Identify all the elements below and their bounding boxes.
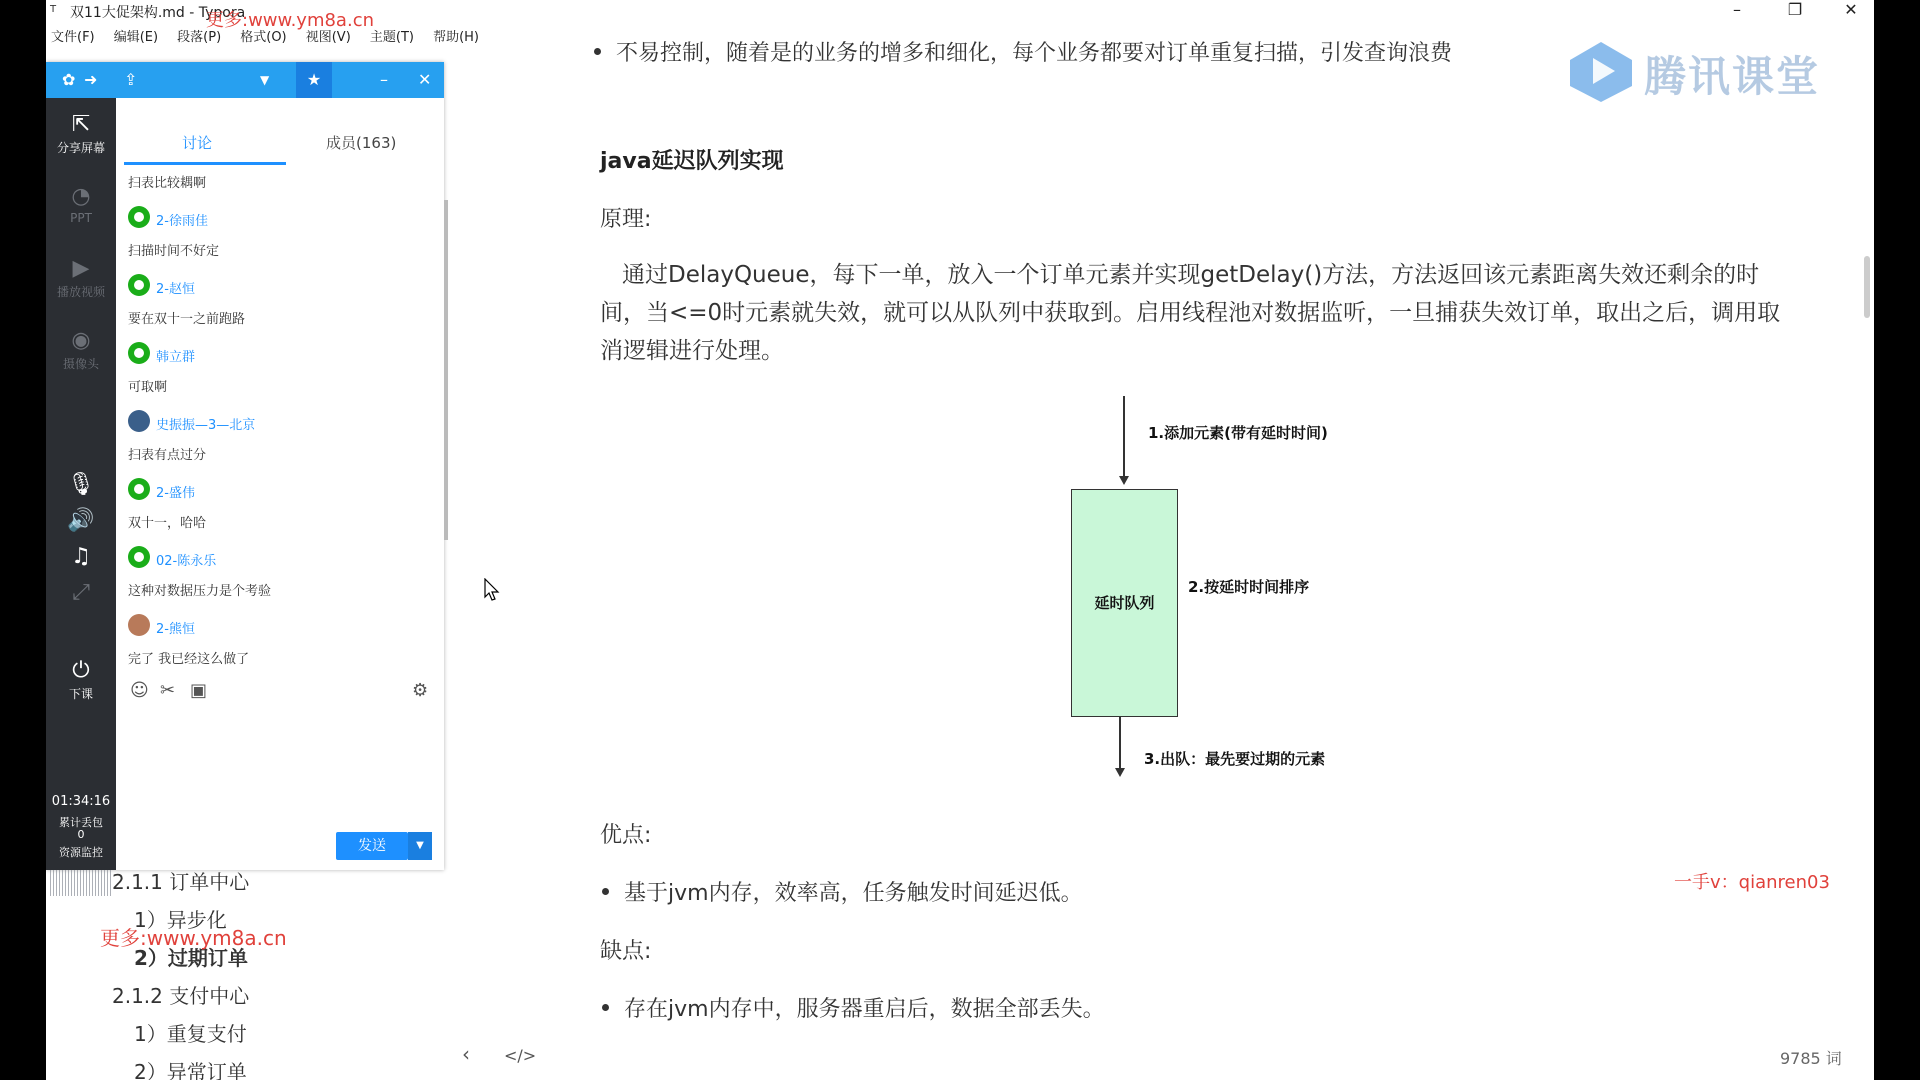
menu-file[interactable]: 文件(F)	[51, 30, 95, 45]
tab-members[interactable]: 成员(163)	[326, 134, 397, 152]
fullscreen-icon: ⤢	[72, 580, 90, 605]
diagram-out-arrow	[1115, 768, 1125, 777]
menu-paragraph[interactable]: 段落(P)	[177, 30, 222, 45]
camera-button[interactable]: ◉ 摄像头	[46, 328, 116, 372]
audio-level-wave	[50, 870, 112, 896]
scissors-icon[interactable]: ✂	[160, 680, 176, 701]
classroom-chat-panel	[46, 62, 444, 870]
watermark-right: 一手v：qianren03	[1674, 872, 1830, 893]
close-icon[interactable]: ✕	[1844, 0, 1858, 19]
message-text: 可取啊	[128, 380, 168, 395]
mouse-cursor-icon	[484, 578, 500, 602]
chat-sidebar	[46, 98, 116, 870]
message-text: 扫描时间不好定	[128, 244, 220, 259]
music-button[interactable]	[46, 544, 116, 571]
menu-view[interactable]: 视图(V)	[305, 30, 351, 45]
document-body	[476, 0, 1836, 1080]
ppt-icon: ◔	[71, 184, 91, 209]
end-class-button[interactable]: ⏻ 下课	[46, 658, 116, 702]
pin-icon[interactable]: ★	[296, 62, 332, 98]
menu-format[interactable]: 格式(O)	[240, 30, 287, 45]
class-timer: 01:34:16	[51, 794, 111, 809]
play-video-button[interactable]: ▶ 播放视频	[46, 256, 116, 300]
share-out-icon[interactable]: ⇪	[124, 70, 138, 89]
outline-pay-center[interactable]: 2.1.2 支付中心	[112, 984, 250, 1008]
message-author[interactable]: 韩立群	[156, 350, 196, 365]
diagram-in-line	[1123, 396, 1125, 478]
diagram-label-add: 1.添加元素(带有延时时间)	[1148, 424, 1328, 442]
typora-app-icon: T	[50, 4, 57, 15]
back-icon[interactable]: ‹	[462, 1042, 470, 1066]
avatar[interactable]	[128, 546, 150, 568]
source-code-icon[interactable]: </>	[504, 1046, 537, 1065]
avatar[interactable]	[128, 478, 150, 500]
message-text: 要在双十一之前跑路	[128, 312, 246, 327]
message-author[interactable]: 史振振—3—北京	[156, 418, 256, 433]
diagram-in-arrow	[1119, 476, 1129, 485]
document-scrollbar[interactable]	[1864, 256, 1870, 318]
message-text: 这种对数据压力是个考验	[128, 584, 272, 599]
video-icon: ▶	[72, 256, 90, 281]
send-options-chevron-icon[interactable]: ▼	[408, 832, 432, 860]
speaker-icon: 🔊	[67, 508, 95, 533]
avatar[interactable]	[128, 206, 150, 228]
ppt-button[interactable]: ◔ PPT	[46, 184, 116, 225]
chat-input-tools	[130, 680, 440, 710]
chat-toolbar	[46, 62, 444, 98]
principle-label: 原理:	[600, 207, 652, 232]
emoji-icon[interactable]: ☺	[130, 680, 149, 701]
word-count[interactable]: 9785 词	[1780, 1049, 1842, 1068]
avatar[interactable]	[128, 342, 150, 364]
tab-active-indicator	[124, 162, 286, 165]
music-icon: ♫	[71, 544, 91, 569]
cons-label: 缺点:	[600, 939, 652, 964]
watermark-mid: 更多:www.ym8a.cn	[100, 926, 287, 950]
camera-icon: ◉	[71, 328, 91, 353]
panel-close-icon[interactable]: ✕	[418, 70, 432, 89]
message-author[interactable]: 2-熊恒	[156, 622, 195, 637]
packet-loss-label: 累计丢包	[59, 816, 103, 829]
settings-mini-icon[interactable]: ✿	[62, 70, 76, 89]
restore-icon[interactable]: ❐	[1787, 0, 1803, 19]
window-title: 双11大促架构.md - Typora	[70, 5, 246, 21]
avatar[interactable]	[128, 614, 150, 636]
principle-text: 通过DelayQueue，每下一单，放入一个订单元素并实现getDelay()方法，方法返回该元素距离失效还剩余的时间，当<=0时元素就失效，就可以从队列中获取到。启用线程池对数据监听，一旦捕获失效订单，取出之后，调用取消逻辑进行处理。	[600, 262, 1781, 364]
message-author[interactable]: 2-赵恒	[156, 282, 195, 297]
section-heading: java延迟队列实现	[600, 149, 784, 174]
outline-async[interactable]: 1）异步化	[134, 908, 227, 932]
menu-edit[interactable]: 编辑(E)	[113, 30, 159, 45]
power-icon: ⏻	[72, 658, 90, 683]
message-author[interactable]: 2-盛伟	[156, 486, 195, 501]
fullscreen-button[interactable]	[46, 580, 116, 607]
diagram-label-out: 3.出队：最先要过期的元素	[1144, 750, 1326, 768]
dropdown-icon[interactable]: ▼	[260, 73, 270, 87]
share-screen-icon: ⇱	[71, 112, 91, 137]
minimize-icon[interactable]: –	[1733, 0, 1741, 19]
message-author[interactable]: 2-徐雨佳	[156, 214, 208, 229]
brand-name: 腾讯课堂	[1644, 52, 1821, 101]
pros-item: 基于jvm内存，效率高，任务触发时间延迟低。	[624, 876, 1083, 907]
message-text: 扫表比较耦啊	[128, 176, 207, 191]
delay-queue-diagram	[976, 390, 1328, 790]
message-text: 扫表有点过分	[128, 448, 207, 463]
chat-scrollbar[interactable]	[444, 200, 448, 540]
tencent-play-icon	[1566, 38, 1636, 104]
panel-minimize-icon[interactable]: –	[380, 70, 388, 89]
share-screen-button[interactable]: ⇱ 分享屏幕	[46, 112, 116, 156]
forward-icon[interactable]: ➜	[84, 70, 98, 89]
diagram-out-line	[1119, 717, 1121, 769]
outline-dup-pay[interactable]: 1）重复支付	[134, 1022, 247, 1046]
gear-icon[interactable]: ⚙	[412, 680, 429, 701]
message-text: 完了 我已经这么做了	[128, 652, 250, 667]
message-text: 双十一，哈哈	[128, 516, 207, 531]
cons-item: 存在jvm内存中，服务器重启后，数据全部丢失。	[624, 992, 1105, 1023]
diagram-box-label: 延时队列	[1094, 594, 1155, 612]
diagram-label-sort: 2.按延时时间排序	[1188, 578, 1310, 596]
pros-label: 优点:	[600, 823, 652, 848]
speaker-button[interactable]	[46, 508, 116, 535]
tab-discussion[interactable]: 讨论	[182, 134, 213, 152]
mic-button[interactable]	[46, 472, 116, 499]
chat-message-list	[128, 168, 428, 728]
microphone-icon: 🎙	[67, 472, 95, 497]
tencent-classroom-logo	[1566, 38, 1826, 108]
outline-abnormal[interactable]: 2）异常订单	[134, 1060, 247, 1080]
watermark-top: 更多:www.ym8a.cn	[206, 10, 374, 31]
avatar[interactable]	[128, 274, 150, 296]
menu-help[interactable]: 帮助(H)	[433, 30, 479, 45]
avatar[interactable]	[128, 410, 150, 432]
outline-expired[interactable]: 2）过期订单	[134, 946, 248, 970]
cut-bullet-item: 不易控制，随着是的业务的增多和细化，每个业务都要对订单重复扫描，引发查询浪费	[616, 36, 1452, 67]
packet-loss-value: 0	[77, 828, 85, 841]
message-author[interactable]: 02-陈永乐	[156, 554, 217, 569]
image-icon[interactable]: ▣	[190, 680, 208, 701]
outline-order-center[interactable]: 2.1.1 订单中心	[112, 870, 250, 894]
diagram-queue-box	[1071, 489, 1178, 717]
send-button[interactable]: 发送	[336, 832, 408, 860]
resource-monitor-label[interactable]: 资源监控	[59, 846, 103, 859]
menu-theme[interactable]: 主题(T)	[369, 30, 414, 45]
